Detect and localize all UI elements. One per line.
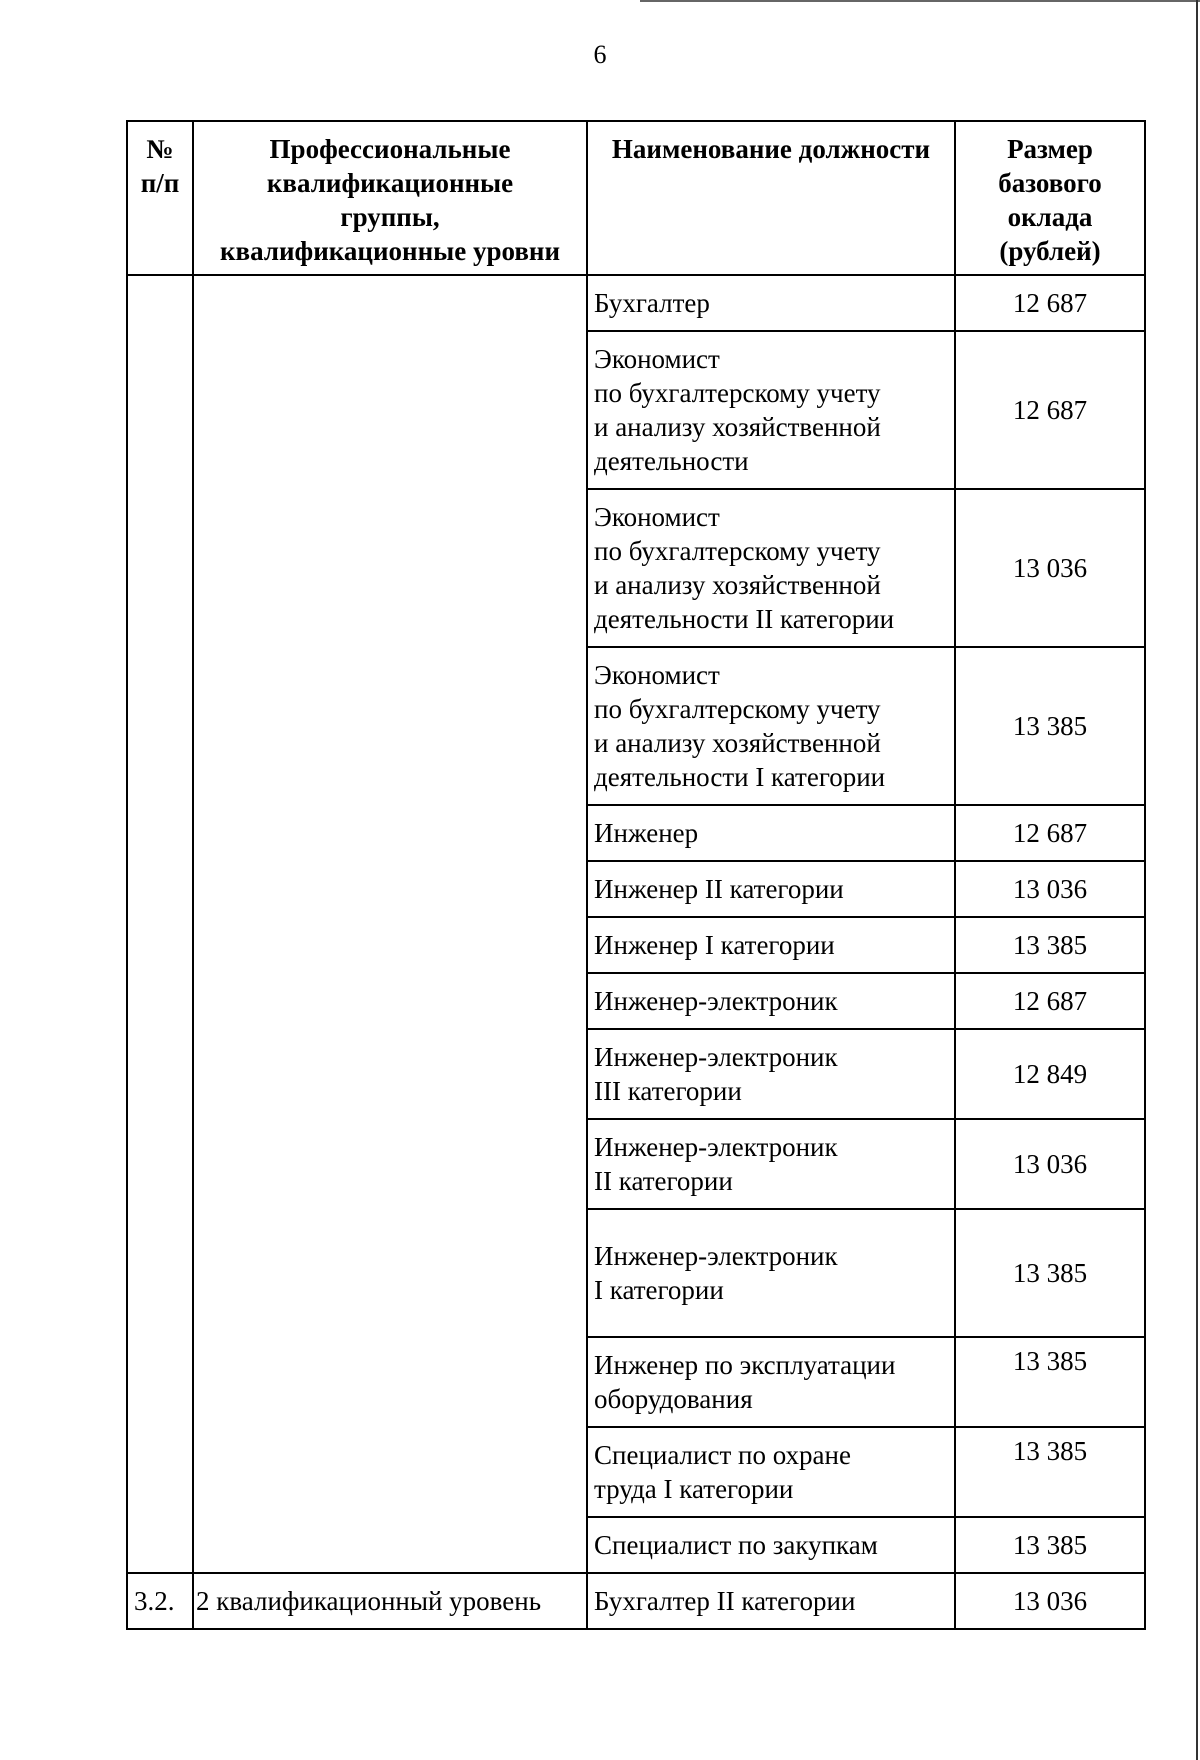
header-group-line: Профессиональные <box>269 134 511 164</box>
position-cell: Инженер I категории <box>587 917 955 973</box>
header-num <box>127 121 193 275</box>
group-cell: 2 квалификационный уровень <box>193 1573 587 1629</box>
num-cell-empty <box>127 275 193 1573</box>
salary-cell: 13 036 <box>955 1573 1145 1629</box>
salary-cell: 12 687 <box>955 973 1145 1029</box>
scan-top-edge <box>640 0 1200 2</box>
header-salary-line: оклада <box>1007 202 1093 232</box>
position-cell: Специалист по охране труда I категории <box>587 1427 955 1517</box>
header-position <box>587 121 955 275</box>
header-salary-line: базового <box>998 168 1102 198</box>
position-cell: Бухгалтер <box>587 275 955 331</box>
scan-right-edge <box>1196 0 1198 1760</box>
salary-cell: 13 385 <box>955 647 1145 805</box>
header-num-line: п/п <box>140 168 180 198</box>
salary-table <box>126 120 1146 1630</box>
header-group-line: квалификационные <box>266 168 514 198</box>
position-cell: Инженер <box>587 805 955 861</box>
header-salary-line: Размер <box>1007 134 1093 164</box>
salary-cell: 12 687 <box>955 331 1145 489</box>
salary-cell: 13 385 <box>955 1209 1145 1337</box>
page-number: 6 <box>593 40 607 69</box>
salary-cell: 12 687 <box>955 805 1145 861</box>
salary-cell: 13 036 <box>955 1119 1145 1209</box>
salary-cell: 12 849 <box>955 1029 1145 1119</box>
salary-cell: 13 036 <box>955 489 1145 647</box>
position-cell: Инженер-электроник III категории <box>587 1029 955 1119</box>
position-cell: Экономист по бухгалтерскому учету и анализу хозяйственной деятельности I категории <box>587 647 955 805</box>
position-cell: Инженер-электроник II категории <box>587 1119 955 1209</box>
row-number: 3.2. <box>127 1573 193 1629</box>
salary-cell: 13 385 <box>955 917 1145 973</box>
group-cell-empty <box>193 275 587 1573</box>
salary-cell: 13 036 <box>955 861 1145 917</box>
header-group-line: группы, <box>340 202 440 232</box>
table-row <box>127 1573 1145 1629</box>
table-header-row <box>127 121 1145 275</box>
header-salary-line: (рублей) <box>999 236 1101 266</box>
salary-cell: 13 385 <box>955 1337 1145 1427</box>
position-cell: Экономист по бухгалтерскому учету и анализу хозяйственной деятельности II категории <box>587 489 955 647</box>
table-row <box>127 275 1145 331</box>
header-num-line: № <box>146 134 174 164</box>
position-cell: Экономист по бухгалтерскому учету и анализу хозяйственной деятельности <box>587 331 955 489</box>
salary-cell: 12 687 <box>955 275 1145 331</box>
position-cell: Инженер-электроник <box>587 973 955 1029</box>
salary-cell: 13 385 <box>955 1427 1145 1517</box>
salary-cell: 13 385 <box>955 1517 1145 1573</box>
header-group <box>193 121 587 275</box>
position-cell: Инженер-электроник I категории <box>587 1209 955 1337</box>
position-cell: Бухгалтер II категории <box>587 1573 955 1629</box>
header-group-line: квалификационные уровни <box>219 236 561 266</box>
header-salary <box>955 121 1145 275</box>
header-position-line: Наименование должности <box>611 134 931 164</box>
position-cell: Специалист по закупкам <box>587 1517 955 1573</box>
position-cell: Инженер по эксплуатации оборудования <box>587 1337 955 1427</box>
position-cell: Инженер II категории <box>587 861 955 917</box>
